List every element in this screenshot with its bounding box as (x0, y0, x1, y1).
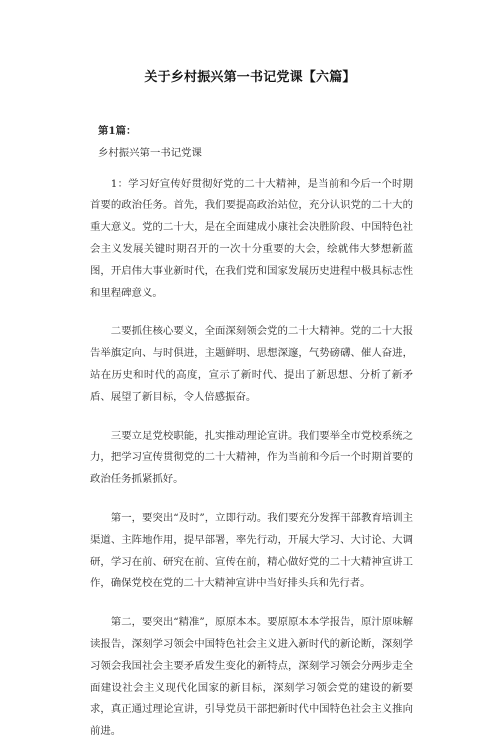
spacer (90, 304, 413, 321)
paragraph-1: 1：学习好宣传好贯彻好党的二十大精神，是当前和今后一个时期首要的政治任务。首先，我们要提高政治站位，充分认识党的二十大的重大意义。党的二十大，是在全面建成小康社会决胜阶段、中国特色社会主义发展关键时期召开的一次十分重要的大会，绘就伟大梦想新蓝图，开启伟大事业新时代，在我们党和国家发展历史进程中极具标志性和里程碑意义。 (90, 177, 413, 299)
paragraph-5: 第二，要突出“精准”，原原本本。要原原本本学报告，原汁原味解读报告，深刻学习领会中国特色社会主义进入新时代的新论断，深刻学习领会我国社会主要矛盾发生变化的新特点，深刻学习领会分两步走全面建设社会主义现代化国家的新目标，深刻学习领会党的建设的新要求，真正通过理论宣讲，引导党员干部把新时代中国特色社会主义推向前进。 (90, 616, 413, 738)
document-body (90, 121, 413, 743)
spacer (90, 491, 413, 508)
paragraph-4: 第一，要突出“及时”，立即行动。我们要充分发挥干部教育培训主渠道、主阵地作用，提早部署，率先行动，开展大学习、大讨论、大调研，学习在前、研究在前、宣传在前，精心做好党的二十大精神宣讲工作，确保党校在党的二十大精神宣讲中当好排头兵和先行者。 (90, 511, 413, 590)
spacer (90, 409, 413, 426)
paragraph-2: 二要抓住核心要义，全面深刻领会党的二十大精神。党的二十大报告举旗定向、与时俱进，主题鲜明、思想深邃，气势磅礴、催人奋进，站在历史和时代的高度，宣示了新时代、提出了新思想、分析了新矛盾、展望了新目标，令人倍感振奋。 (90, 325, 413, 403)
document-title: 关于乡村振兴第一书记党课【六篇】 (144, 70, 356, 85)
paragraph-3: 三要立足党校职能，扎实推动理论宣讲。我们要举全市党校系统之力，把学习宣传贯彻党的二十大精神，作为当前和今后一个时期首要的政治任务抓紧抓好。 (90, 429, 413, 486)
chapter-title: 乡村振兴第一书记党课 (98, 146, 202, 159)
chapter-label: 第1篇： (98, 125, 137, 137)
spacer (90, 165, 413, 174)
spacer (90, 595, 413, 612)
